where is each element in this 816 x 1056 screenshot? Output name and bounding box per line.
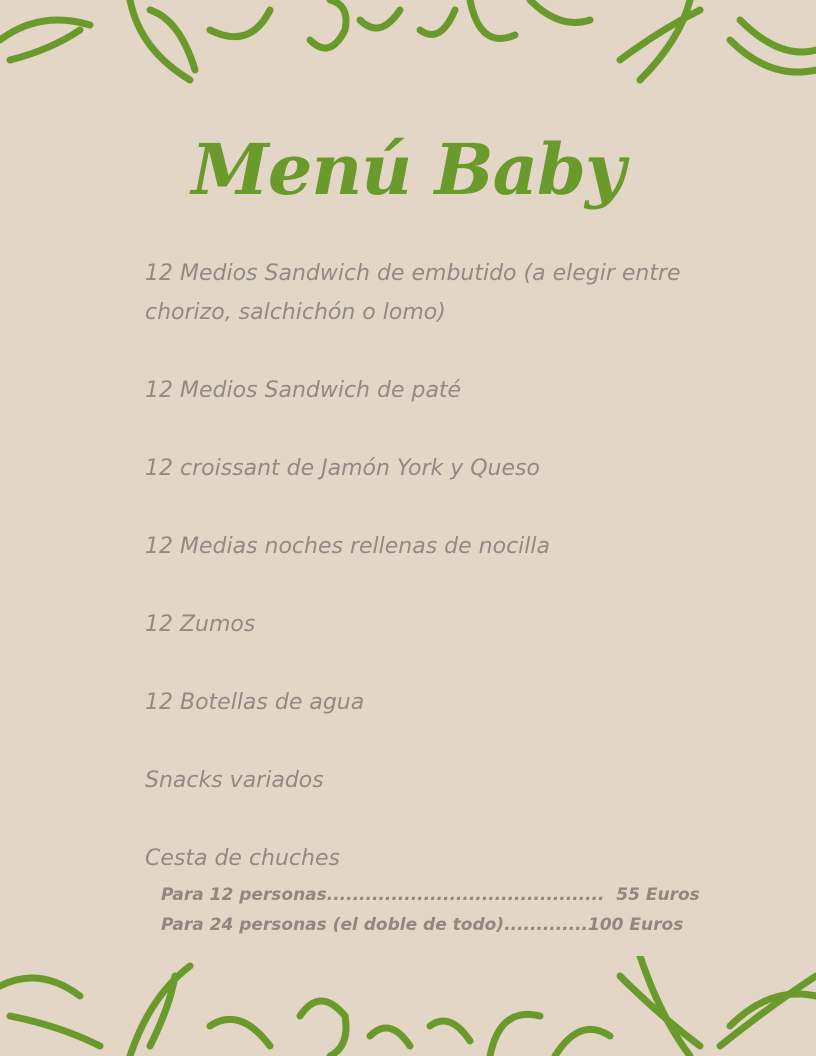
menu-item: 12 croissant de Jamón York y Queso	[145, 456, 540, 481]
menu-item: 12 Botellas de agua	[145, 690, 365, 715]
menu-list	[145, 254, 705, 878]
page-title: Menú Baby	[191, 128, 625, 211]
menu-item: Cesta de chuches	[145, 846, 340, 871]
menu-item: 12 Medias noches rellenas de nocilla	[145, 534, 550, 559]
price-list	[161, 880, 721, 940]
price-line: Para 24 personas (el doble de todo).............100 Euros	[161, 915, 684, 935]
menu-item: 12 Medios Sandwich de paté	[145, 378, 462, 403]
menu-item: 12 Medios Sandwich de embutido (a elegir entre chorizo, salchichón o lomo)	[145, 261, 681, 325]
menu-item: Snacks variados	[145, 768, 324, 793]
leaf-border-bottom	[0, 956, 816, 1056]
leaf-border-top	[0, 0, 816, 100]
price-line: Para 12 personas........................................... 55 Euros	[161, 885, 700, 905]
menu-item: 12 Zumos	[145, 612, 256, 637]
